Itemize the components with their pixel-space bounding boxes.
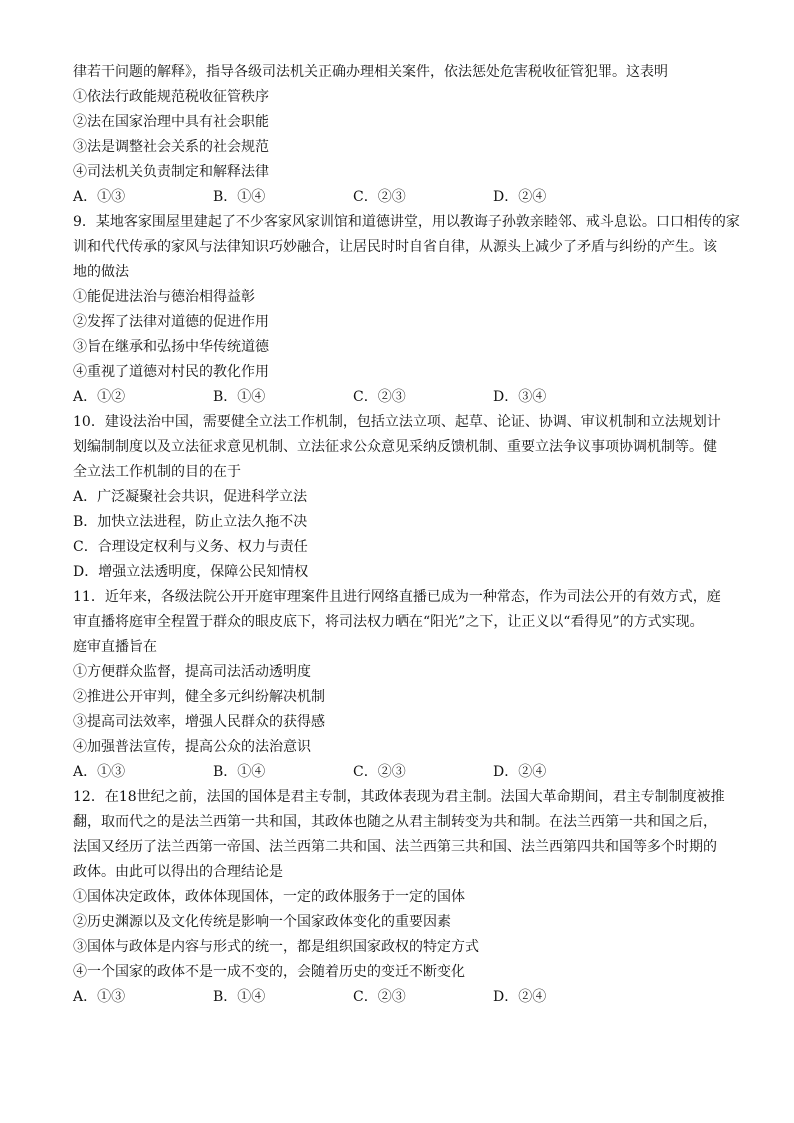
answer-options xyxy=(73,185,723,210)
question-stem-line: 审直播将庭审全程置于群众的眼皮底下，将司法权力晒在“阳光”之下，让正义以“看得见”的方式实现。 xyxy=(73,614,704,630)
question-stem-line: 11．近年来，各级法院公开开庭审理案件且进行网络直播已成为一种常态，作为司法公开的有效方式，庭 xyxy=(73,589,721,605)
question-stem-line: 全立法工作机制的目的在于 xyxy=(73,464,241,480)
option-c: C．②③ xyxy=(353,389,406,405)
question-stem-line: 12．在18世纪之前，法国的国体是君主专制，其政体表现为君主制。法国大革命期间，君主专制制度被推 xyxy=(73,789,725,805)
statement-item: ①方便群众监督，提高司法活动透明度 xyxy=(73,664,311,680)
statement-item: ①国体决定政体，政体体现国体，一定的政体服务于一定的国体 xyxy=(73,889,465,905)
question-stem-line: 律若干问题的解释》，指导各级司法机关正确办理相关案件，依法惩处危害税收征管犯罪。这表明 xyxy=(73,64,668,80)
answer-options xyxy=(73,985,723,1010)
option-b: B．加快立法进程，防止立法久拖不决 xyxy=(73,514,308,530)
question-8 xyxy=(73,60,723,210)
statement-item: ④重视了道德对村民的教化作用 xyxy=(73,364,269,380)
question-stem-line: 翻，取而代之的是法兰西第一共和国，其政体也随之从君主制转变为共和制。在法兰西第一共和国之后， xyxy=(73,814,717,830)
statement-item: ④司法机关负责制定和解释法律 xyxy=(73,164,269,180)
question-9 xyxy=(73,210,740,410)
statement-item: ①能促进法治与德治相得益彰 xyxy=(73,289,255,305)
question-stem-line: 9．某地客家围屋里建起了不少客家风家训馆和道德讲堂，用以教诲子孙敦亲睦邻、戒斗息讼。口口相传的家 xyxy=(73,214,740,230)
option-a: A．广泛凝聚社会共识，促进科学立法 xyxy=(73,489,308,505)
option-d: D．增强立法透明度，保障公民知情权 xyxy=(73,564,309,580)
statement-item: ②推进公开审判，健全多元纠纷解决机制 xyxy=(73,689,325,705)
option-d: D．③④ xyxy=(493,389,547,405)
option-b: B．①④ xyxy=(213,389,266,405)
statement-item: ④加强普法宣传，提高公众的法治意识 xyxy=(73,739,311,755)
option-b: B．①④ xyxy=(213,764,266,780)
statement-item: ③提高司法效率，增强人民群众的获得感 xyxy=(73,714,325,730)
question-stem-line: 庭审直播旨在 xyxy=(73,639,157,655)
statement-item: ③国体与政体是内容与形式的统一，都是组织国家政权的特定方式 xyxy=(73,939,479,955)
option-c: C．②③ xyxy=(353,989,406,1005)
statement-item: ②法在国家治理中具有社会职能 xyxy=(73,114,269,130)
option-a: A．①③ xyxy=(73,764,126,780)
option-a: A．①③ xyxy=(73,189,126,205)
question-stem-line: 政体。由此可以得出的合理结论是 xyxy=(73,864,283,880)
option-d: D．②④ xyxy=(493,989,547,1005)
question-stem-line: 法国又经历了法兰西第一帝国、法兰西第二共和国、法兰西第三共和国、法兰西第四共和国等多个时期的 xyxy=(73,839,717,855)
exam-page xyxy=(73,60,740,1010)
question-stem-line: 划编制制度以及立法征求意见机制、立法征求公众意见采纳反馈机制、重要立法争议事项协调机制等。健 xyxy=(73,439,717,455)
statement-item: ②发挥了法律对道德的促进作用 xyxy=(73,314,269,330)
answer-options xyxy=(73,385,723,410)
question-stem-line: 训和代代传承的家风与法律知识巧妙融合，让居民时时自省自律，从源头上减少了矛盾与纠纷的产生。该 xyxy=(73,239,717,255)
question-12 xyxy=(73,785,723,1010)
question-11 xyxy=(73,585,723,785)
option-c: C．②③ xyxy=(353,189,406,205)
option-c: C．合理设定权利与义务、权力与责任 xyxy=(73,539,308,555)
statement-item: ③法是调整社会关系的社会规范 xyxy=(73,139,269,155)
statement-item: ④一个国家的政体不是一成不变的，会随着历史的变迁不断变化 xyxy=(73,964,465,980)
statement-item: ①依法行政能规范税收征管秩序 xyxy=(73,89,269,105)
statement-item: ②历史渊源以及文化传统是影响一个国家政体变化的重要因素 xyxy=(73,914,451,930)
question-stem-line: 10．建设法治中国，需要健全立法工作机制，包括立法立项、起草、论证、协调、审议机制和立法规划计 xyxy=(73,414,721,430)
question-stem-line: 地的做法 xyxy=(73,264,129,280)
question-10 xyxy=(73,410,723,585)
option-a: A．①③ xyxy=(73,989,126,1005)
option-c: C．②③ xyxy=(353,764,406,780)
option-a: A．①② xyxy=(73,389,126,405)
option-d: D．②④ xyxy=(493,764,547,780)
option-b: B．①④ xyxy=(213,189,266,205)
answer-options xyxy=(73,760,723,785)
option-d: D．②④ xyxy=(493,189,547,205)
option-b: B．①④ xyxy=(213,989,266,1005)
statement-item: ③旨在继承和弘扬中华传统道德 xyxy=(73,339,269,355)
